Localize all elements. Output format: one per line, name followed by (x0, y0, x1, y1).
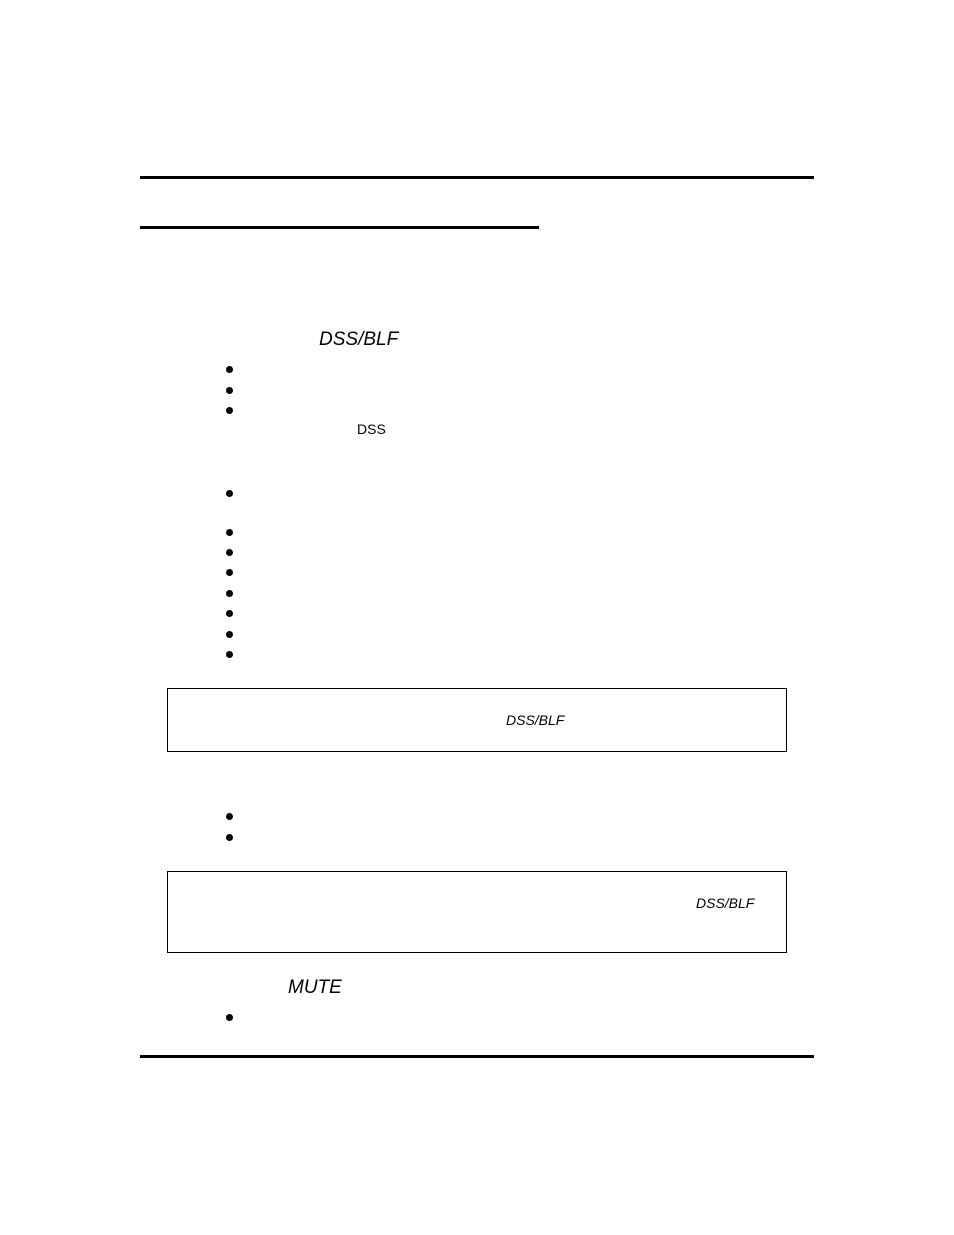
heading-underline (140, 226, 539, 229)
note-dss-blf-label: DSS/BLF (506, 712, 565, 728)
list-item-bullet (226, 651, 233, 658)
list-item-bullet (226, 366, 233, 373)
list-item-bullet (226, 610, 233, 617)
top-rule (140, 176, 814, 179)
list-item-bullet (226, 631, 233, 638)
list-item-bullet (226, 529, 233, 536)
list-item-bullet (226, 569, 233, 576)
list-item-bullet (226, 407, 233, 414)
section-heading-mute: MUTE (288, 977, 342, 998)
note-box (167, 871, 787, 953)
list-item-bullet (226, 387, 233, 394)
note-dss-blf-label: DSS/BLF (696, 895, 755, 911)
list-item-bullet (226, 549, 233, 556)
section-heading-dss-blf: DSS/BLF (319, 329, 399, 350)
list-item-bullet (226, 490, 233, 497)
bottom-rule (140, 1055, 814, 1058)
inline-dss-label: DSS (357, 421, 386, 437)
list-item-bullet (226, 1014, 233, 1021)
list-item-bullet (226, 813, 233, 820)
note-box (167, 688, 787, 752)
list-item-bullet (226, 834, 233, 841)
list-item-bullet (226, 590, 233, 597)
